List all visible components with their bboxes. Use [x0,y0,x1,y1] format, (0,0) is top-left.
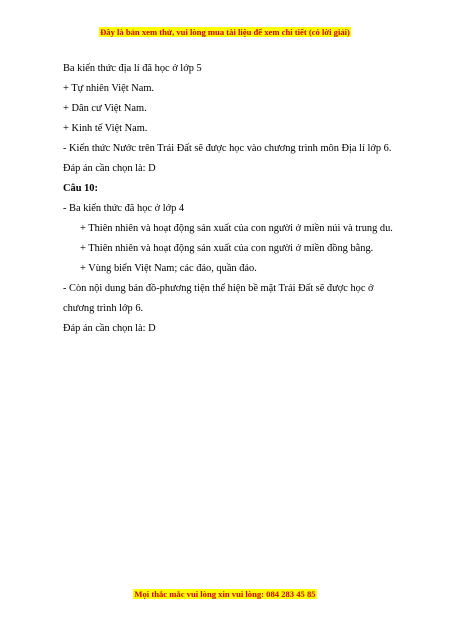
preview-notice-banner [0,27,450,37]
question-intro: - Ba kiến thức đã học ở lớp 4 [63,203,185,214]
list-item: + Thiên nhiên và hoạt động sản xuất của con người ở miền núi và trung du. [80,223,393,234]
answer-line: Đáp án cần chọn là: D [63,163,156,174]
contact-text: Mọi thắc mắc vui lòng xin vui lòng: 084 283 45 85 [134,589,316,599]
question-conclusion: - Còn nội dung bản đồ-phương tiện thể hiện bề mặt Trái Đất sẽ được học ở chương trình lớp 6. [63,283,374,314]
list-item: + Vùng biển Việt Nam; các đảo, quần đảo. [80,263,257,274]
text-line: + Kinh tế Việt Nam. [63,123,148,134]
question-title: Câu 10: [63,183,98,194]
preview-notice-text: Đây là bản xem thử, vui lòng mua tài liệu để xem chi tiết (có lời giải) [100,27,350,37]
answer-line: Đáp án cần chọn là: D [63,323,156,334]
text-line: + Dân cư Việt Nam. [63,103,147,114]
document-body [63,59,403,339]
text-line: - Kiến thức Nước trên Trái Đất sẽ được học vào chương trình môn Địa lí lớp 6. [63,143,392,154]
contact-banner [0,589,450,599]
list-item: + Thiên nhiên và hoạt động sản xuất của con người ở miền đồng bằng. [80,243,374,254]
text-line: Ba kiến thức địa lí đã học ở lớp 5 [63,63,202,74]
text-line: + Tự nhiên Việt Nam. [63,83,154,94]
